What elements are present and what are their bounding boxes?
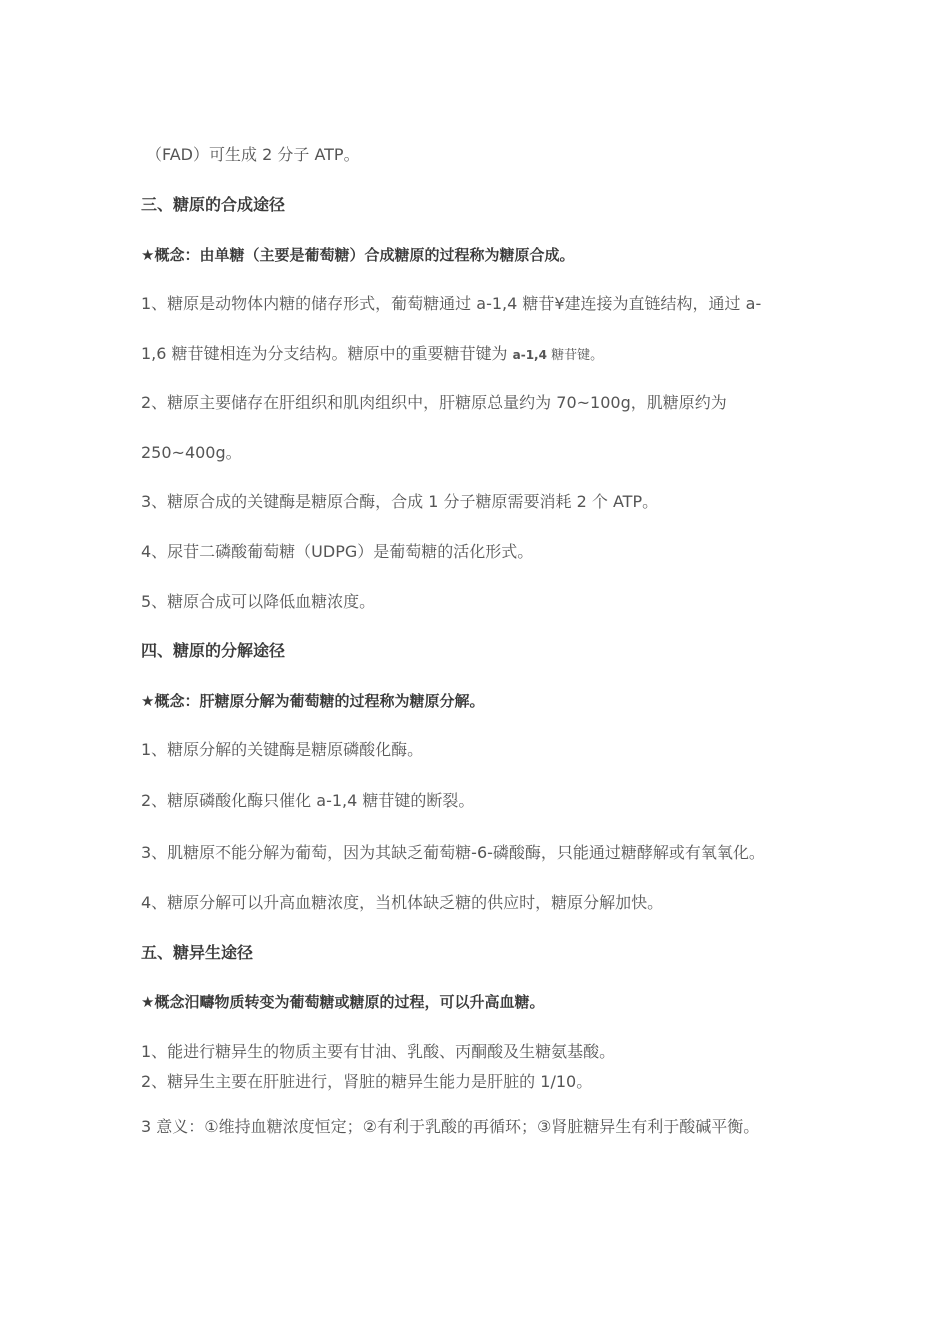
section-heading-glycogen-synthesis: 三、糖原的合成途径: [141, 195, 286, 214]
paragraph-gluconeogenesis-3: 3 意义：①维持血糖浓度恒定；②有利于乳酸的再循环；③肾脏糖异生有利于酸碱平衡。: [141, 1117, 760, 1136]
paragraph-synthesis-2-cont: 250~400g。: [141, 443, 242, 462]
paragraph-breakdown-3: 3、肌糖原不能分解为葡萄，因为其缺乏葡萄糖-6-磷酸酶，只能通过糖酵解或有氧氧化。: [141, 843, 765, 862]
concept-glycogen-synthesis: ★概念：由单糖（主要是葡萄糖）合成糖原的过程称为糖原合成。: [141, 246, 575, 264]
bond-name: a-1,4: [512, 348, 547, 362]
section-heading-glycogen-breakdown: 四、糖原的分解途径: [141, 641, 286, 660]
paragraph-fad-atp: （FAD）可生成 2 分子 ATP。: [146, 145, 360, 164]
paragraph-breakdown-2: 2、糖原磷酸化酶只催化 a-1,4 糖苷键的断裂。: [141, 791, 475, 810]
paragraph-synthesis-2: 2、糖原主要储存在肝组织和肌肉组织中，肝糖原总量约为 70~100g，肌糖原约为: [141, 393, 727, 412]
paragraph-synthesis-1: 1、糖原是动物体内糖的储存形式，葡萄糖通过 a-1,4 糖苷¥建连接为直链结构，通过 a-: [141, 294, 762, 313]
paragraph-synthesis-1-cont: 1,6 糖苷键相连为分支结构。糖原中的重要糖苷键为 a-1,4 糖苷键。: [141, 344, 604, 363]
section-heading-gluconeogenesis: 五、糖异生途径: [141, 943, 254, 962]
concept-gluconeogenesis: ★概念汨疇物质转变为葡萄糖或糖原的过程，可以升高血糖。: [141, 993, 545, 1011]
paragraph-synthesis-4: 4、尿苷二磷酸葡萄糖（UDPG）是葡萄糖的活化形式。: [141, 542, 534, 561]
paragraph-gluconeogenesis-2: 2、糖异生主要在肝脏进行，肾脏的糖异生能力是肝脏的 1/10。: [141, 1072, 593, 1091]
paragraph-synthesis-5: 5、糖原合成可以降低血糖浓度。: [141, 592, 376, 611]
paragraph-synthesis-3: 3、糖原合成的关键酶是糖原合酶，合成 1 分子糖原需要消耗 2 个 ATP。: [141, 492, 659, 511]
paragraph-breakdown-4: 4、糖原分解可以升高血糖浓度，当机体缺乏糖的供应时，糖原分解加快。: [141, 893, 664, 912]
concept-glycogen-breakdown: ★概念：肝糖原分解为葡萄糖的过程称为糖原分解。: [141, 692, 485, 710]
paragraph-breakdown-1: 1、糖原分解的关键酶是糖原磷酸化酶。: [141, 740, 424, 759]
paragraph-gluconeogenesis-1: 1、能进行糖异生的物质主要有甘油、乳酸、丙酮酸及生糖氨基酸。: [141, 1042, 616, 1061]
